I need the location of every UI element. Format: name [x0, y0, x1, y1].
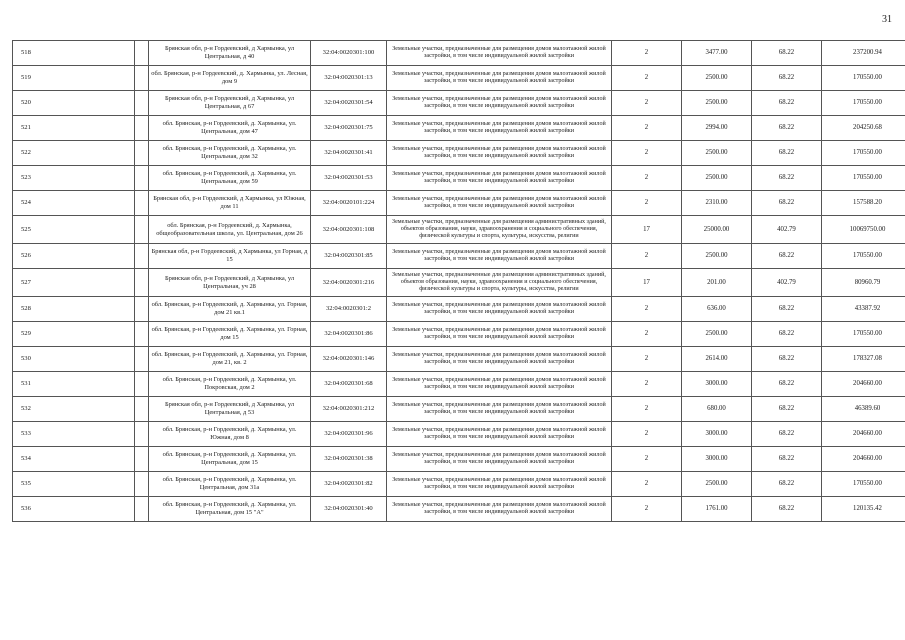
row-number-cell: 530: [13, 347, 135, 372]
table-row: [13, 141, 905, 166]
cadastral-value-cell: 204660.00: [822, 422, 905, 447]
specific-cadastral-value-cell: 68.22: [752, 297, 822, 322]
permitted-use-cell: Земельные участки, предназначенные для размещения домов малоэтажной жилой застройки, в том числе индивидуальной жилой застройки: [387, 141, 612, 166]
row-number-cell: 534: [13, 447, 135, 472]
cadastral-value-cell: 120135.42: [822, 497, 905, 522]
cadastral-number-cell: 32:04:0020301:40: [311, 497, 387, 522]
empty-cell: [135, 322, 149, 347]
table-row: [13, 347, 905, 372]
area-cell: 2500.00: [682, 322, 752, 347]
permitted-use-cell: Земельные участки, предназначенные для размещения административных зданий, объектов образования, науки, здравоохранения и социального обеспечения, физической культуры и спорта, культуры, искусства, религии: [387, 269, 612, 297]
address-cell: Брянская обл, р-н Гордеевский, д Хармынка, ул Центральная, д 53: [149, 397, 311, 422]
empty-cell: [135, 472, 149, 497]
permitted-use-cell: Земельные участки, предназначенные для размещения домов малоэтажной жилой застройки, в том числе индивидуальной жилой застройки: [387, 191, 612, 216]
address-cell: обл. Брянская, р-н Гордеевский, д. Хармынка, ул. Южная, дом 8: [149, 422, 311, 447]
cadastral-number-cell: 32:04:0020301:216: [311, 269, 387, 297]
cadastral-value-cell: 170550.00: [822, 244, 905, 269]
empty-cell: [135, 91, 149, 116]
specific-cadastral-value-cell: 68.22: [752, 472, 822, 497]
empty-cell: [135, 244, 149, 269]
area-cell: 3000.00: [682, 372, 752, 397]
permitted-use-cell: Земельные участки, предназначенные для размещения домов малоэтажной жилой застройки, в том числе индивидуальной жилой застройки: [387, 91, 612, 116]
empty-cell: [135, 66, 149, 91]
empty-cell: [135, 347, 149, 372]
area-cell: 2614.00: [682, 347, 752, 372]
cadastral-value-cell: 178327.08: [822, 347, 905, 372]
cadastral-number-cell: 32:04:0020301:41: [311, 141, 387, 166]
cadastral-value-cell: 204660.00: [822, 372, 905, 397]
address-cell: обл. Брянская, р-н Гордеевский, д. Хармынка, ул. Центральная, дом 59: [149, 166, 311, 191]
area-cell: 2310.00: [682, 191, 752, 216]
area-cell: 636.00: [682, 297, 752, 322]
specific-cadastral-value-cell: 402.79: [752, 269, 822, 297]
permitted-use-cell: Земельные участки, предназначенные для размещения домов малоэтажной жилой застройки, в том числе индивидуальной жилой застройки: [387, 447, 612, 472]
cadastral-value-cell: 170550.00: [822, 322, 905, 347]
specific-cadastral-value-cell: 68.22: [752, 66, 822, 91]
table-row: [13, 472, 905, 497]
empty-cell: [135, 116, 149, 141]
use-category-cell: 17: [612, 269, 682, 297]
area-cell: 2500.00: [682, 66, 752, 91]
cadastral-value-cell: 237200.94: [822, 41, 905, 66]
row-number-cell: 527: [13, 269, 135, 297]
address-cell: обл. Брянская, р-н Гордеевский, д. Хармынка, ул. Центральная, дом 15 "А": [149, 497, 311, 522]
empty-cell: [135, 447, 149, 472]
empty-cell: [135, 166, 149, 191]
table-row: [13, 41, 905, 66]
address-cell: Брянская обл, р-н Гордеевский, д Хармынка, ул Горная, д 15: [149, 244, 311, 269]
table-row: [13, 269, 905, 297]
empty-cell: [135, 297, 149, 322]
permitted-use-cell: Земельные участки, предназначенные для размещения домов малоэтажной жилой застройки, в том числе индивидуальной жилой застройки: [387, 422, 612, 447]
area-cell: 3000.00: [682, 447, 752, 472]
cadastral-number-cell: 32:04:0020101:224: [311, 191, 387, 216]
address-cell: обл. Брянская, р-н Гордеевский, д. Хармынка, ул. Покровская, дом 2: [149, 372, 311, 397]
use-category-cell: 2: [612, 397, 682, 422]
table-row: [13, 191, 905, 216]
area-cell: 3000.00: [682, 422, 752, 447]
use-category-cell: 2: [612, 166, 682, 191]
cadastral-number-cell: 32:04:0020301:38: [311, 447, 387, 472]
empty-cell: [135, 191, 149, 216]
permitted-use-cell: Земельные участки, предназначенные для размещения административных зданий, объектов образования, науки, здравоохранения и социального обеспечения, физической культуры и спорта, культуры, искусства, религии: [387, 216, 612, 244]
cadastral-value-cell: 170550.00: [822, 141, 905, 166]
table-row: [13, 397, 905, 422]
table-row: [13, 322, 905, 347]
specific-cadastral-value-cell: 68.22: [752, 447, 822, 472]
permitted-use-cell: Земельные участки, предназначенные для размещения домов малоэтажной жилой застройки, в том числе индивидуальной жилой застройки: [387, 322, 612, 347]
address-cell: обл. Брянская, р-н Гордеевский, д. Хармынка, ул. Центральная, дом 47: [149, 116, 311, 141]
row-number-cell: 519: [13, 66, 135, 91]
specific-cadastral-value-cell: 68.22: [752, 322, 822, 347]
permitted-use-cell: Земельные участки, предназначенные для размещения домов малоэтажной жилой застройки, в том числе индивидуальной жилой застройки: [387, 66, 612, 91]
area-cell: 1761.00: [682, 497, 752, 522]
address-cell: обл. Брянская, р-н Гордеевский, д. Хармынка, ул. Горная, дом 15: [149, 322, 311, 347]
row-number-cell: 522: [13, 141, 135, 166]
address-cell: обл. Брянская, р-н Гордеевский, д. Хармынка, ул. Лесная, дом 9: [149, 66, 311, 91]
permitted-use-cell: Земельные участки, предназначенные для размещения домов малоэтажной жилой застройки, в том числе индивидуальной жилой застройки: [387, 41, 612, 66]
cadastral-number-cell: 32:04:0020301:68: [311, 372, 387, 397]
cadastral-value-cell: 204660.00: [822, 447, 905, 472]
address-cell: обл. Брянская, р-н Гордеевский, д. Хармынка, ул. Центральная, дом 31а: [149, 472, 311, 497]
address-cell: Брянская обл, р-н Гордеевский, д Хармынка, ул Центральная, д 67: [149, 91, 311, 116]
row-number-cell: 531: [13, 372, 135, 397]
row-number-cell: 535: [13, 472, 135, 497]
permitted-use-cell: Земельные участки, предназначенные для размещения домов малоэтажной жилой застройки, в том числе индивидуальной жилой застройки: [387, 497, 612, 522]
cadastral-number-cell: 32:04:0020301:108: [311, 216, 387, 244]
use-category-cell: 2: [612, 347, 682, 372]
table-row: [13, 497, 905, 522]
area-cell: 680.00: [682, 397, 752, 422]
cadastral-value-cell: 46389.60: [822, 397, 905, 422]
area-cell: 2500.00: [682, 91, 752, 116]
use-category-cell: 2: [612, 244, 682, 269]
cadastral-number-cell: 32:04:0020301:75: [311, 116, 387, 141]
use-category-cell: 2: [612, 422, 682, 447]
cadastral-number-cell: 32:04:0020301:100: [311, 41, 387, 66]
table-row: [13, 91, 905, 116]
area-cell: 2500.00: [682, 141, 752, 166]
use-category-cell: 2: [612, 191, 682, 216]
cadastral-value-cell: 80960.79: [822, 269, 905, 297]
area-cell: 2994.00: [682, 116, 752, 141]
specific-cadastral-value-cell: 68.22: [752, 166, 822, 191]
area-cell: 2500.00: [682, 472, 752, 497]
row-number-cell: 533: [13, 422, 135, 447]
specific-cadastral-value-cell: 68.22: [752, 244, 822, 269]
permitted-use-cell: Земельные участки, предназначенные для размещения домов малоэтажной жилой застройки, в том числе индивидуальной жилой застройки: [387, 472, 612, 497]
empty-cell: [135, 422, 149, 447]
table-row: [13, 297, 905, 322]
permitted-use-cell: Земельные участки, предназначенные для размещения домов малоэтажной жилой застройки, в том числе индивидуальной жилой застройки: [387, 347, 612, 372]
row-number-cell: 525: [13, 216, 135, 244]
use-category-cell: 2: [612, 447, 682, 472]
table-row: [13, 216, 905, 244]
use-category-cell: 2: [612, 41, 682, 66]
area-cell: 3477.00: [682, 41, 752, 66]
row-number-cell: 529: [13, 322, 135, 347]
specific-cadastral-value-cell: 68.22: [752, 422, 822, 447]
cadastral-number-cell: 32:04:0020301:53: [311, 166, 387, 191]
permitted-use-cell: Земельные участки, предназначенные для размещения домов малоэтажной жилой застройки, в том числе индивидуальной жилой застройки: [387, 372, 612, 397]
row-number-cell: 523: [13, 166, 135, 191]
table-row: [13, 244, 905, 269]
address-cell: обл. Брянская, р-н Гордеевский, д. Хармынка, ул. Горная, дом 21, кв. 2: [149, 347, 311, 372]
empty-cell: [135, 216, 149, 244]
use-category-cell: 2: [612, 297, 682, 322]
cadastral-value-cell: 10069750.00: [822, 216, 905, 244]
specific-cadastral-value-cell: 68.22: [752, 191, 822, 216]
area-cell: 201.00: [682, 269, 752, 297]
empty-cell: [135, 269, 149, 297]
cadastral-value-cell: 204250.68: [822, 116, 905, 141]
specific-cadastral-value-cell: 68.22: [752, 347, 822, 372]
cadastral-value-cell: 43387.92: [822, 297, 905, 322]
permitted-use-cell: Земельные участки, предназначенные для размещения домов малоэтажной жилой застройки, в том числе индивидуальной жилой застройки: [387, 166, 612, 191]
cadastral-number-cell: 32:04:0020301:96: [311, 422, 387, 447]
row-number-cell: 532: [13, 397, 135, 422]
address-cell: обл. Брянская, р-н Гордеевский, д. Хармынка, ул. Горная, дом 21 кв.1: [149, 297, 311, 322]
use-category-cell: 2: [612, 497, 682, 522]
use-category-cell: 17: [612, 216, 682, 244]
address-cell: обл. Брянская, р-н Гордеевский, д. Хармынка, ул. Центральная, дом 15: [149, 447, 311, 472]
cadastral-number-cell: 32:04:0020301:54: [311, 91, 387, 116]
use-category-cell: 2: [612, 66, 682, 91]
area-cell: 2500.00: [682, 244, 752, 269]
specific-cadastral-value-cell: 68.22: [752, 141, 822, 166]
cadastral-number-cell: 32:04:0020301:212: [311, 397, 387, 422]
table-row: [13, 372, 905, 397]
specific-cadastral-value-cell: 68.22: [752, 397, 822, 422]
use-category-cell: 2: [612, 91, 682, 116]
row-number-cell: 524: [13, 191, 135, 216]
use-category-cell: 2: [612, 322, 682, 347]
cadastral-value-cell: 170550.00: [822, 91, 905, 116]
land-plots-table: [12, 40, 905, 522]
row-number-cell: 518: [13, 41, 135, 66]
empty-cell: [135, 41, 149, 66]
cadastral-number-cell: 32:04:0020301:86: [311, 322, 387, 347]
area-cell: 2500.00: [682, 166, 752, 191]
address-cell: Брянская обл, р-н Гордеевский, д Хармынка, ул Центральная, д 40: [149, 41, 311, 66]
table-row: [13, 116, 905, 141]
cadastral-value-cell: 170550.00: [822, 472, 905, 497]
cadastral-value-cell: 170550.00: [822, 166, 905, 191]
row-number-cell: 526: [13, 244, 135, 269]
empty-cell: [135, 372, 149, 397]
specific-cadastral-value-cell: 68.22: [752, 116, 822, 141]
specific-cadastral-value-cell: 402.79: [752, 216, 822, 244]
cadastral-number-cell: 32:04:0020301:85: [311, 244, 387, 269]
table-row: [13, 447, 905, 472]
cadastral-value-cell: 157588.20: [822, 191, 905, 216]
permitted-use-cell: Земельные участки, предназначенные для размещения домов малоэтажной жилой застройки, в том числе индивидуальной жилой застройки: [387, 244, 612, 269]
specific-cadastral-value-cell: 68.22: [752, 497, 822, 522]
specific-cadastral-value-cell: 68.22: [752, 41, 822, 66]
empty-cell: [135, 141, 149, 166]
specific-cadastral-value-cell: 68.22: [752, 91, 822, 116]
use-category-cell: 2: [612, 116, 682, 141]
address-cell: обл. Брянская, р-н Гордеевский, д. Хармынка, ул. Центральная, дом 32: [149, 141, 311, 166]
area-cell: 25000.00: [682, 216, 752, 244]
row-number-cell: 536: [13, 497, 135, 522]
table-row: [13, 66, 905, 91]
use-category-cell: 2: [612, 372, 682, 397]
page-number: 31: [882, 14, 892, 25]
cadastral-value-cell: 170550.00: [822, 66, 905, 91]
use-category-cell: 2: [612, 141, 682, 166]
cadastral-number-cell: 32:04:0020301:146: [311, 347, 387, 372]
permitted-use-cell: Земельные участки, предназначенные для размещения домов малоэтажной жилой застройки, в том числе индивидуальной жилой застройки: [387, 297, 612, 322]
row-number-cell: 520: [13, 91, 135, 116]
use-category-cell: 2: [612, 472, 682, 497]
empty-cell: [135, 397, 149, 422]
permitted-use-cell: Земельные участки, предназначенные для размещения домов малоэтажной жилой застройки, в том числе индивидуальной жилой застройки: [387, 116, 612, 141]
address-cell: Брянская обл, р-н Гордеевский, д Хармынка, ул Южная, дом 11: [149, 191, 311, 216]
cadastral-number-cell: 32:04:0020301:2: [311, 297, 387, 322]
address-cell: Брянская обл, р-н Гордеевский, д Хармынка, ул Центральная, уч 28: [149, 269, 311, 297]
row-number-cell: 521: [13, 116, 135, 141]
empty-cell: [135, 497, 149, 522]
table-row: [13, 422, 905, 447]
specific-cadastral-value-cell: 68.22: [752, 372, 822, 397]
table-row: [13, 166, 905, 191]
cadastral-number-cell: 32:04:0020301:13: [311, 66, 387, 91]
row-number-cell: 528: [13, 297, 135, 322]
permitted-use-cell: Земельные участки, предназначенные для размещения домов малоэтажной жилой застройки, в том числе индивидуальной жилой застройки: [387, 397, 612, 422]
address-cell: обл. Брянская, р-н Гордеевский, д. Хармынка, общеобразовательная школа, ул. Центральная, дом 26: [149, 216, 311, 244]
cadastral-number-cell: 32:04:0020301:82: [311, 472, 387, 497]
